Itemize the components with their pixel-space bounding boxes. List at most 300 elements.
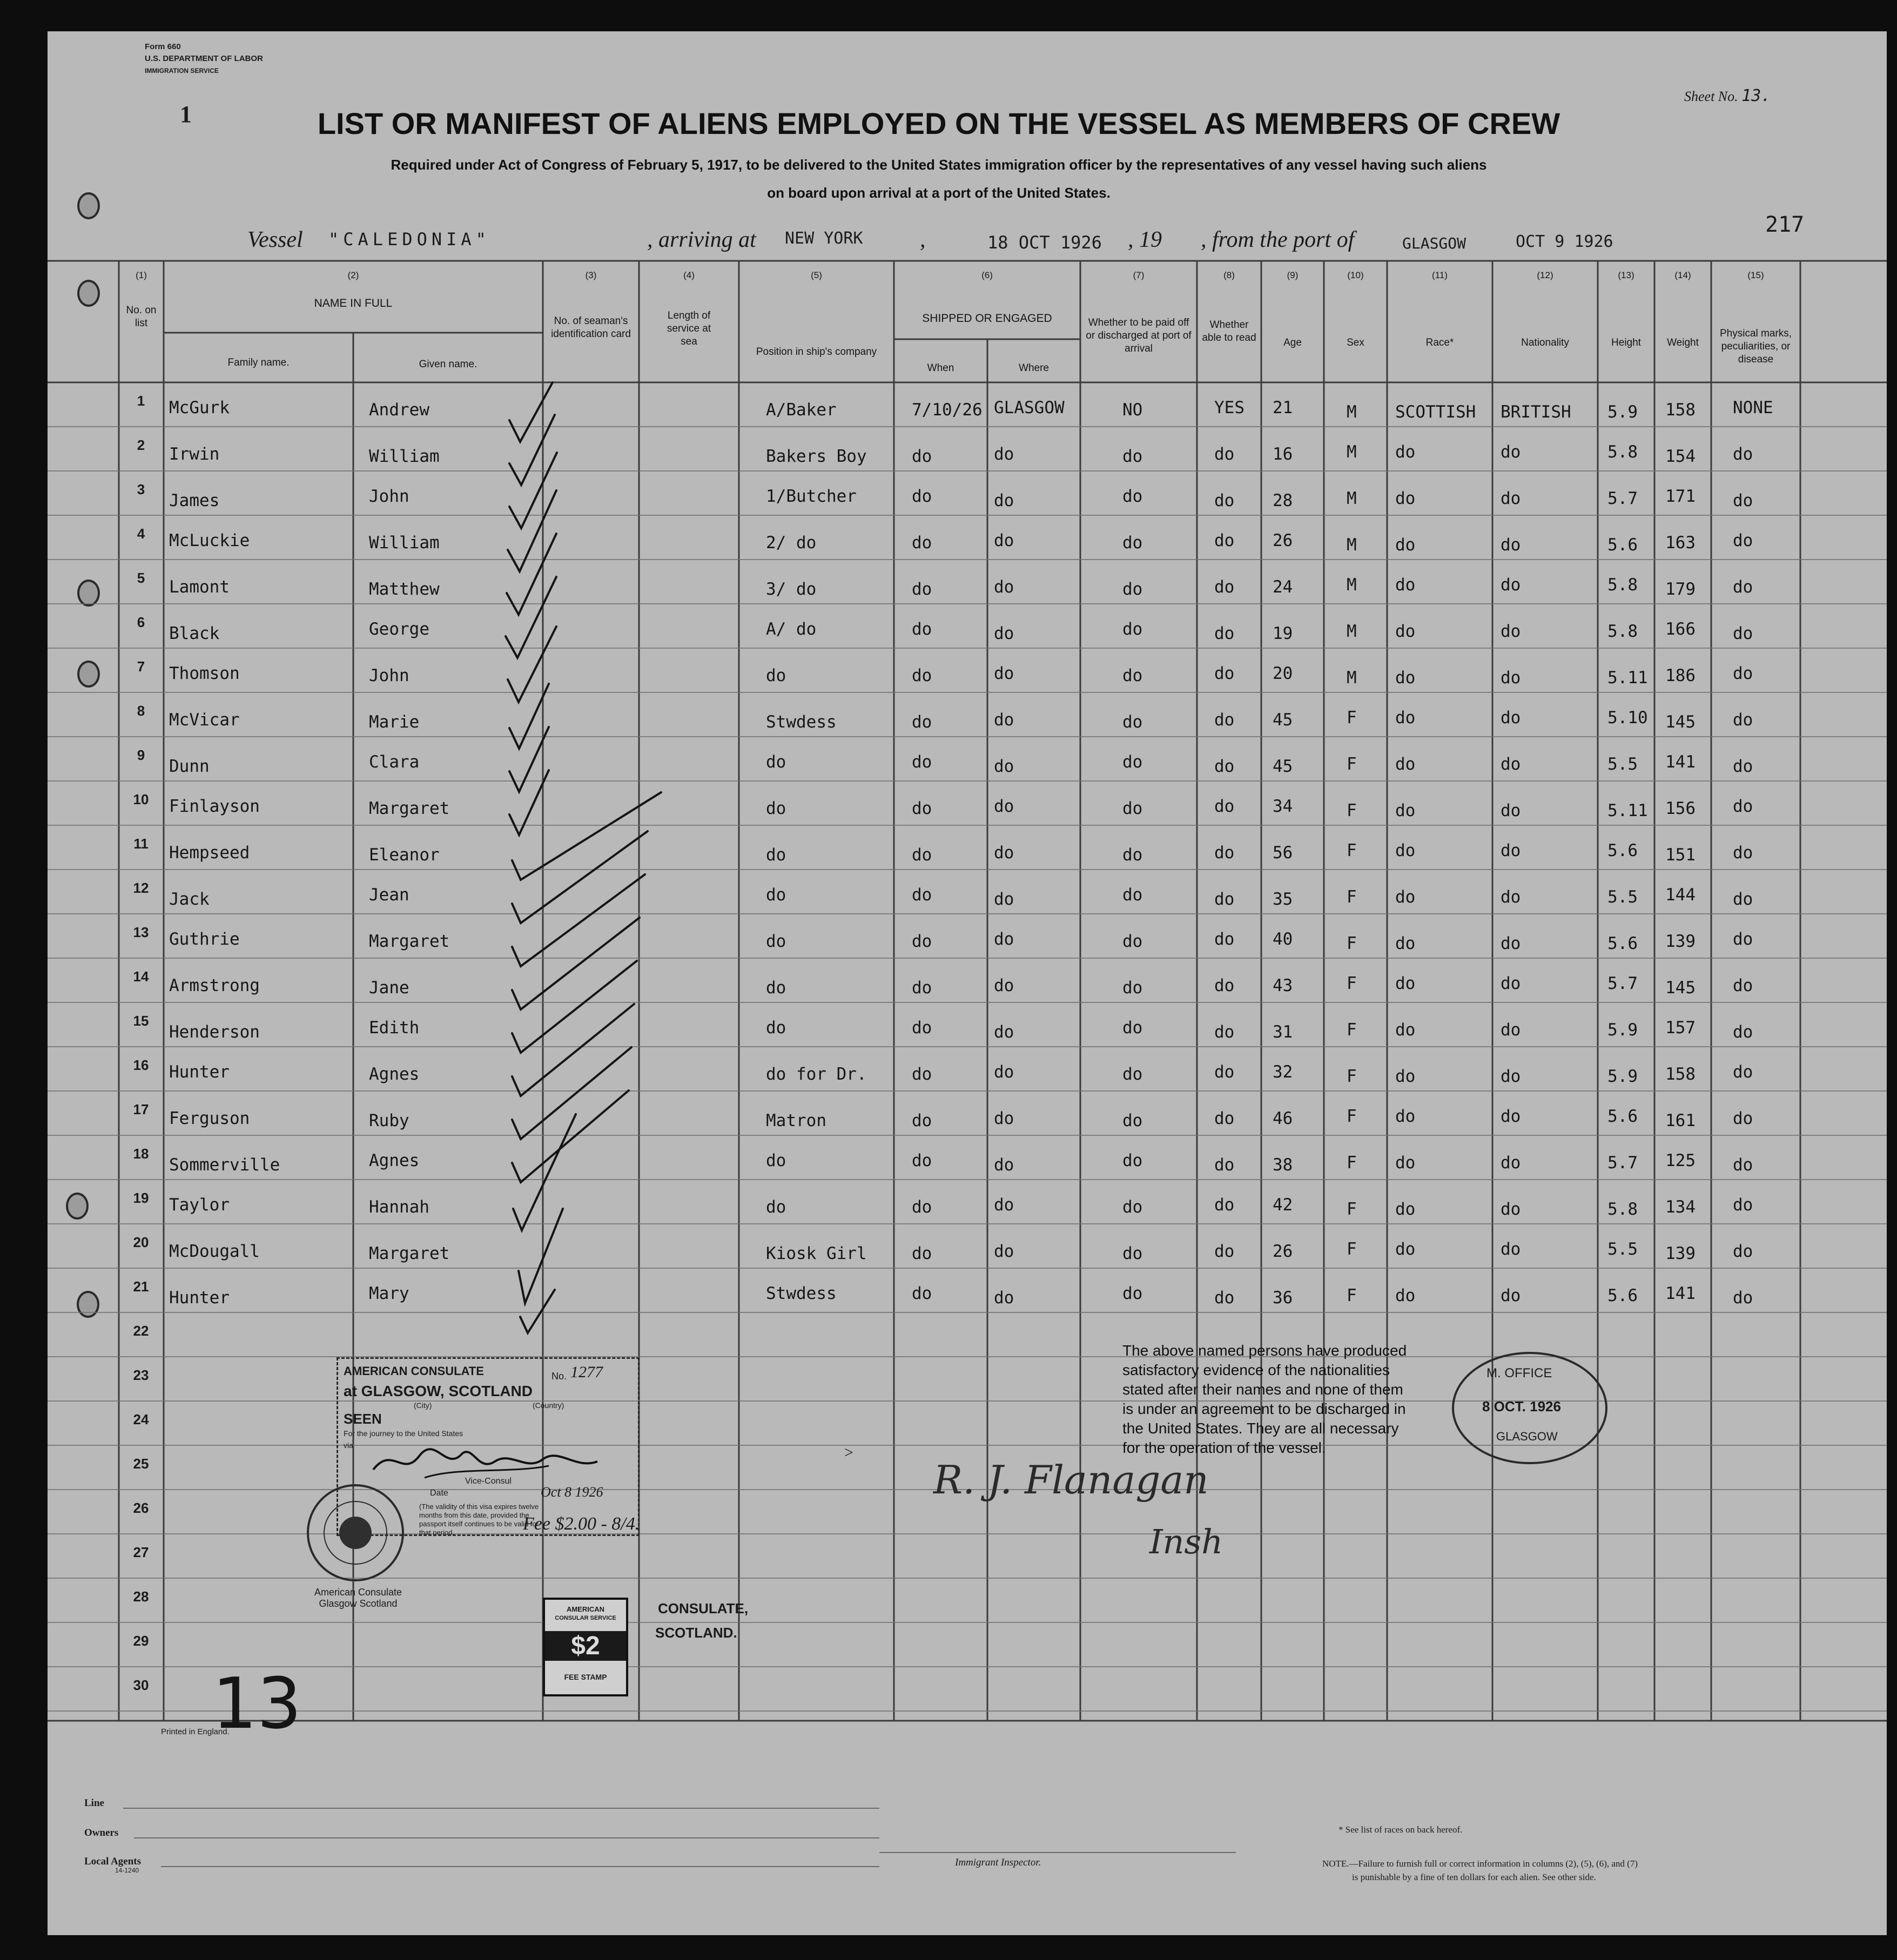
paid-off-cell: do	[1122, 799, 1143, 818]
shipped-where-cell: do	[994, 1062, 1014, 1082]
able-to-read-cell: do	[1214, 664, 1235, 683]
sex-cell: M	[1347, 575, 1357, 595]
col2-family-header: Family name.	[227, 357, 290, 368]
family-name-cell: Hempseed	[169, 843, 250, 863]
fee-stamp-line2: CONSULAR SERVICE	[555, 1615, 616, 1621]
page-mark: 217	[1765, 212, 1805, 237]
race-cell: do	[1395, 1200, 1416, 1219]
family-name-cell: McLuckie	[169, 531, 250, 550]
weight-cell: 171	[1665, 487, 1696, 506]
race-cell: do	[1395, 1286, 1416, 1305]
shipped-when-cell: do	[912, 1018, 932, 1038]
paid-off-cell: do	[1122, 845, 1143, 865]
race-cell: do	[1395, 622, 1416, 641]
shipped-when-cell: do	[912, 978, 932, 998]
sex-cell: M	[1347, 622, 1357, 641]
col12-number: (12)	[1537, 270, 1553, 280]
paid-off-cell: do	[1122, 1111, 1143, 1130]
line-label: Line	[84, 1797, 104, 1809]
nationality-cell: do	[1501, 668, 1521, 688]
given-name-cell: Jane	[369, 978, 409, 998]
col14-number: (14)	[1674, 270, 1691, 280]
age-cell: 36	[1273, 1288, 1293, 1308]
row-number-cell: 27	[133, 1544, 149, 1560]
family-name-cell: Guthrie	[169, 930, 240, 949]
age-cell: 19	[1273, 624, 1293, 643]
master-title: Insh	[1149, 1522, 1223, 1561]
able-to-read-cell: do	[1214, 797, 1235, 816]
agents-code: 14-1240	[115, 1867, 139, 1874]
col1-header: No. on list	[126, 305, 157, 329]
age-cell: 21	[1273, 398, 1293, 417]
shipped-where-cell: do	[994, 1288, 1014, 1308]
col8-header: Whether able to read	[1202, 319, 1256, 343]
paid-off-cell: do	[1122, 666, 1143, 685]
weight-cell: 125	[1665, 1151, 1696, 1170]
race-cell: do	[1395, 801, 1416, 820]
sex-cell: F	[1347, 1286, 1357, 1305]
service: IMMIGRATION SERVICE	[145, 67, 219, 75]
race-cell: do	[1395, 887, 1416, 907]
position-cell: do	[766, 1018, 786, 1038]
consulate-name: AMERICAN CONSULATE	[344, 1364, 484, 1378]
position-cell: Bakers Boy	[766, 447, 867, 466]
form-number: Form 660	[145, 42, 181, 51]
paid-off-cell: do	[1122, 619, 1143, 639]
weight-cell: 157	[1665, 1018, 1696, 1038]
physical-marks-cell: do	[1733, 843, 1753, 863]
col10-header: Sex	[1347, 337, 1364, 348]
height-cell: 5.8	[1607, 575, 1638, 595]
shipped-where-cell: do	[994, 1195, 1014, 1215]
consulate-lower-2: SCOTLAND.	[655, 1625, 737, 1641]
family-name-cell: Hunter	[169, 1062, 230, 1082]
given-name-cell: John	[369, 487, 409, 506]
col9-header: Age	[1283, 337, 1302, 348]
consulate-location: at GLASGOW, SCOTLAND	[344, 1383, 533, 1399]
position-cell: do	[766, 1151, 786, 1170]
race-cell: do	[1395, 575, 1416, 595]
race-cell: do	[1395, 668, 1416, 688]
shipped-where-cell: do	[994, 710, 1014, 730]
given-name-cell: Mary	[369, 1284, 409, 1303]
nationality-cell: do	[1501, 801, 1521, 820]
row-number-cell: 17	[133, 1101, 149, 1117]
height-cell: 5.7	[1607, 974, 1638, 993]
race-cell: do	[1395, 755, 1416, 774]
weight-cell: 141	[1665, 1284, 1696, 1303]
age-cell: 28	[1273, 491, 1293, 510]
family-name-cell: McVicar	[169, 710, 240, 730]
paid-off-cell: do	[1122, 885, 1143, 905]
height-cell: 5.7	[1607, 489, 1638, 508]
position-cell: do	[766, 799, 786, 818]
given-name-cell: Agnes	[369, 1151, 420, 1170]
arriving-port: NEW YORK	[785, 229, 863, 248]
family-name-cell: Irwin	[169, 444, 220, 464]
col5-header: Position in ship's company	[756, 346, 877, 358]
row-number-cell: 2	[137, 437, 145, 453]
date-label: Date	[430, 1488, 448, 1498]
family-name-cell: James	[169, 491, 220, 510]
race-cell: do	[1395, 442, 1416, 462]
row-number-cell: 12	[133, 880, 149, 896]
row-number-cell: 3	[137, 481, 145, 497]
able-to-read-cell: do	[1214, 976, 1235, 995]
page-title: LIST OR MANIFEST OF ALIENS EMPLOYED ON THE VESSEL AS MEMBERS OF CREW	[317, 106, 1560, 140]
race-cell: do	[1395, 489, 1416, 508]
col12-header: Nationality	[1521, 337, 1569, 348]
weight-cell: 145	[1665, 978, 1696, 998]
nationality-cell: do	[1501, 489, 1521, 508]
col5-number: (5)	[811, 270, 822, 280]
via-label: via	[344, 1441, 353, 1450]
row-number-cell: 7	[137, 658, 145, 675]
physical-marks-cell: do	[1733, 664, 1753, 683]
family-name-cell: McDougall	[169, 1242, 260, 1261]
col14-header: Weight	[1667, 337, 1699, 348]
nationality-cell: do	[1501, 1286, 1521, 1305]
physical-marks-cell: do	[1733, 797, 1753, 816]
row-number-cell: 18	[133, 1146, 149, 1162]
shipped-where-cell: do	[994, 1242, 1014, 1261]
family-name-cell: Lamont	[169, 577, 230, 597]
row-number-cell: 16	[133, 1057, 149, 1073]
row-number-cell: 28	[133, 1588, 149, 1605]
height-cell: 5.6	[1607, 1107, 1638, 1126]
sex-cell: F	[1347, 1020, 1357, 1040]
office-stamp-top: M. OFFICE	[1486, 1366, 1552, 1380]
row-number-cell: 14	[133, 968, 149, 985]
age-cell: 24	[1273, 577, 1293, 597]
physical-marks-cell: do	[1733, 1022, 1753, 1042]
height-cell: 5.10	[1607, 708, 1648, 728]
able-to-read-cell: do	[1214, 930, 1235, 949]
visa-number-label: No.	[551, 1371, 567, 1382]
vessel-label: Vessel	[247, 227, 303, 252]
position-cell: 1/Butcher	[766, 487, 857, 506]
physical-marks-cell: do	[1733, 1109, 1753, 1128]
height-cell: 5.9	[1607, 402, 1638, 422]
race-cell: SCOTTISH	[1395, 402, 1476, 422]
family-name-cell: Taylor	[169, 1195, 230, 1215]
able-to-read-cell: do	[1214, 624, 1235, 643]
given-name-cell: Agnes	[369, 1065, 420, 1084]
row-number-cell: 8	[137, 703, 145, 719]
able-to-read-cell: do	[1214, 531, 1235, 550]
nationality-cell: do	[1501, 974, 1521, 993]
shipped-when-cell: do	[912, 799, 932, 818]
position-cell: 3/ do	[766, 580, 817, 599]
shipped-when-cell: do	[912, 845, 932, 865]
given-name-cell: George	[369, 619, 429, 639]
penalty-note-2: is punishable by a fine of ten dollars for each alien. See other side.	[1352, 1872, 1596, 1882]
weight-cell: 151	[1665, 845, 1696, 865]
departure-port: GLASGOW	[1402, 234, 1467, 252]
race-cell: do	[1395, 974, 1416, 993]
age-cell: 40	[1273, 930, 1293, 949]
office-stamp-date: 8 OCT. 1926	[1482, 1398, 1561, 1415]
validity-note: (The validity of this visa expires twelve months from this date, provided the passport itself continues to be valid for that period.	[419, 1503, 539, 1537]
physical-marks-cell: do	[1733, 976, 1753, 995]
physical-marks-cell: do	[1733, 1155, 1753, 1175]
penalty-note-1: NOTE.—Failure to furnish full or correct information in columns (2), (5), (6), and (7)	[1322, 1858, 1638, 1869]
given-name-cell: Margaret	[369, 799, 450, 818]
nationality-cell: do	[1501, 1067, 1521, 1086]
departure-date-stamp: OCT 9 1926	[1516, 232, 1613, 251]
shipped-when-cell: do	[912, 752, 932, 772]
height-cell: 5.11	[1607, 801, 1648, 820]
weight-cell: 156	[1665, 799, 1696, 818]
age-cell: 20	[1273, 664, 1293, 683]
position-cell: do	[766, 932, 786, 951]
height-cell: 5.8	[1607, 622, 1638, 641]
able-to-read-cell: do	[1214, 1195, 1235, 1215]
nationality-cell: do	[1501, 1153, 1521, 1173]
height-cell: 5.5	[1607, 755, 1638, 774]
row-number-cell: 4	[137, 526, 145, 542]
visa-date: Oct 8 1926	[541, 1484, 603, 1500]
shipped-when-cell: do	[912, 1151, 932, 1170]
shipped-where-cell: GLASGOW	[994, 398, 1065, 417]
family-name-cell: Ferguson	[169, 1109, 250, 1128]
able-to-read-cell: do	[1214, 757, 1235, 776]
sex-cell: M	[1347, 535, 1357, 555]
nationality-cell: do	[1501, 841, 1521, 860]
given-name-cell: Margaret	[369, 932, 450, 951]
row-number-cell: 21	[133, 1278, 149, 1295]
shipped-where-cell: do	[994, 757, 1014, 776]
height-cell: 5.9	[1607, 1067, 1638, 1086]
given-name-cell: Andrew	[369, 400, 429, 420]
age-cell: 43	[1273, 976, 1293, 995]
col4-number: (4)	[683, 270, 695, 280]
nationality-cell: do	[1501, 1240, 1521, 1259]
shipped-where-cell: do	[994, 531, 1014, 550]
race-cell: do	[1395, 535, 1416, 555]
paid-off-cell: do	[1122, 978, 1143, 998]
nationality-cell: do	[1501, 1107, 1521, 1126]
row-number-cell: 24	[133, 1411, 149, 1427]
position-cell: Kiosk Girl	[766, 1244, 867, 1263]
vice-consul-label: Vice-Consul	[465, 1477, 512, 1486]
col13-number: (13)	[1618, 270, 1634, 280]
height-cell: 5.11	[1607, 668, 1648, 688]
weight-cell: 158	[1665, 400, 1696, 420]
race-cell: do	[1395, 1240, 1416, 1259]
footer-rules	[48, 31, 1887, 1935]
age-cell: 26	[1273, 1242, 1293, 1261]
paid-off-cell: do	[1122, 580, 1143, 599]
paid-off-cell: do	[1122, 1284, 1143, 1303]
inspector-label: Immigrant Inspector.	[955, 1857, 1041, 1868]
height-cell: 5.5	[1607, 887, 1638, 907]
family-name-cell: Finlayson	[169, 797, 260, 816]
family-name-cell: Thomson	[169, 664, 240, 683]
shipped-where-cell: do	[994, 577, 1014, 597]
shipped-when-cell: do	[912, 712, 932, 732]
shipped-where-cell: do	[994, 976, 1014, 995]
row-number-cell: 26	[133, 1500, 149, 1516]
sex-cell: M	[1347, 442, 1357, 462]
seal-text: American Consulate Glasgow Scotland	[314, 1587, 402, 1609]
fee-stamp-amount: $2	[545, 1631, 626, 1661]
age-cell: 35	[1273, 890, 1293, 909]
nationality-cell: do	[1501, 755, 1521, 774]
family-name-cell: Jack	[169, 890, 210, 909]
position-cell: A/Baker	[766, 400, 837, 420]
physical-marks-cell: do	[1733, 710, 1753, 730]
weight-cell: 139	[1665, 932, 1696, 951]
given-name-cell: Marie	[369, 712, 420, 732]
position-cell: A/ do	[766, 619, 817, 639]
shipped-when-cell: do	[912, 1197, 932, 1217]
col3-number: (3)	[585, 270, 597, 280]
able-to-read-cell: do	[1214, 1022, 1235, 1042]
height-cell: 5.6	[1607, 841, 1638, 860]
physical-marks-cell: do	[1733, 624, 1753, 643]
position-cell: do	[766, 978, 786, 998]
row-number-cell: 19	[133, 1190, 149, 1206]
shipped-where-cell: do	[994, 624, 1014, 643]
race-cell: do	[1395, 708, 1416, 728]
able-to-read-cell: YES	[1214, 398, 1245, 417]
shipped-when-cell: do	[912, 1111, 932, 1130]
race-cell: do	[1395, 841, 1416, 860]
weight-cell: 139	[1665, 1244, 1696, 1263]
able-to-read-cell: do	[1214, 444, 1235, 464]
shipped-when-cell: do	[912, 885, 932, 905]
col15-header: Physical marks, peculiarities, or disease	[1719, 328, 1792, 365]
office-stamp-bottom: GLASGOW	[1496, 1430, 1558, 1443]
shipped-where-cell: do	[994, 444, 1014, 464]
height-cell: 5.6	[1607, 535, 1638, 555]
family-name-cell: Dunn	[169, 757, 210, 776]
able-to-read-cell: do	[1214, 577, 1235, 597]
col13-header: Height	[1611, 337, 1641, 348]
nationality-cell: do	[1501, 1020, 1521, 1040]
paid-off-cell: do	[1122, 487, 1143, 506]
seen-label: SEEN	[344, 1411, 382, 1427]
from-port-label: , from the port of	[1201, 227, 1355, 252]
sex-cell: F	[1347, 1107, 1357, 1126]
physical-marks-cell: do	[1733, 1062, 1753, 1082]
col6-when-header: When	[927, 362, 954, 374]
physical-marks-cell: do	[1733, 930, 1753, 949]
physical-marks-cell: do	[1733, 577, 1753, 597]
row-number-cell: 1	[137, 393, 145, 409]
agents-label: Local Agents	[84, 1856, 142, 1867]
sheet-number: Sheet No. 13.	[1684, 86, 1771, 105]
family-name-cell: Armstrong	[169, 976, 260, 995]
given-name-cell: Matthew	[369, 580, 440, 599]
comma: ,	[920, 227, 926, 252]
paid-off-cell: do	[1122, 1244, 1143, 1263]
physical-marks-cell: do	[1733, 444, 1753, 464]
able-to-read-cell: do	[1214, 890, 1235, 909]
age-cell: 32	[1273, 1062, 1293, 1082]
given-name-cell: Margaret	[369, 1244, 450, 1263]
row-number-cell: 6	[137, 614, 145, 630]
left-mark: 1	[180, 101, 192, 127]
nationality-cell: BRITISH	[1501, 402, 1571, 422]
physical-marks-cell: do	[1733, 1288, 1753, 1308]
country-label: (Country)	[533, 1401, 564, 1410]
nationality-cell: do	[1501, 442, 1521, 462]
nationality-cell: do	[1501, 622, 1521, 641]
col7-header: Whether to be paid off or discharged at port of arrival	[1086, 317, 1192, 354]
row-number-cell: 30	[133, 1677, 149, 1693]
col6-number: (6)	[981, 270, 993, 280]
given-name-cell: Clara	[369, 752, 420, 772]
sex-cell: F	[1347, 1200, 1357, 1219]
nationality-cell: do	[1501, 575, 1521, 595]
weight-cell: 154	[1665, 447, 1696, 466]
physical-marks-cell: do	[1733, 1195, 1753, 1215]
city-label: (City)	[414, 1401, 432, 1410]
manifest-sheet	[48, 31, 1887, 1935]
shipped-where-cell: do	[994, 797, 1014, 816]
race-cell: do	[1395, 1067, 1416, 1086]
sex-cell: F	[1347, 887, 1357, 907]
shipped-when-cell: do	[912, 932, 932, 951]
sex-cell: F	[1347, 708, 1357, 728]
col7-number: (7)	[1133, 270, 1145, 280]
height-cell: 5.8	[1607, 1200, 1638, 1219]
weight-cell: 179	[1665, 580, 1696, 599]
paid-off-cell: do	[1122, 447, 1143, 466]
position-cell: Matron	[766, 1111, 826, 1130]
physical-marks-cell: do	[1733, 757, 1753, 776]
col2-number: (2)	[347, 270, 359, 280]
shipped-where-cell: do	[994, 890, 1014, 909]
shipped-when-cell: do	[912, 533, 932, 553]
row-number-cell: 5	[137, 570, 145, 586]
col2-header: NAME IN FULL	[314, 297, 393, 309]
able-to-read-cell: do	[1214, 491, 1235, 510]
given-name-cell: Edith	[369, 1018, 420, 1038]
race-cell: do	[1395, 934, 1416, 953]
given-name-cell: John	[369, 666, 409, 685]
physical-marks-cell: do	[1733, 531, 1753, 550]
age-cell: 46	[1273, 1109, 1293, 1128]
owners-label: Owners	[84, 1827, 119, 1838]
nationality-cell: do	[1501, 934, 1521, 953]
able-to-read-cell: do	[1214, 710, 1235, 730]
height-cell: 5.9	[1607, 1020, 1638, 1040]
row-number-cell: 13	[133, 924, 149, 940]
col10-number: (10)	[1347, 270, 1364, 280]
paid-off-cell: NO	[1122, 400, 1143, 420]
races-note: * See list of races on back hereof.	[1338, 1824, 1463, 1835]
height-cell: 5.7	[1607, 1153, 1638, 1173]
height-cell: 5.6	[1607, 934, 1638, 953]
able-to-read-cell: do	[1214, 1155, 1235, 1175]
position-cell: do for Dr.	[766, 1065, 867, 1084]
row-number-cell: 9	[137, 747, 145, 763]
paid-off-cell: do	[1122, 932, 1143, 951]
sex-cell: F	[1347, 934, 1357, 953]
physical-marks-cell: do	[1733, 1242, 1753, 1261]
row-number-cell: 29	[133, 1633, 149, 1649]
height-cell: 5.6	[1607, 1286, 1638, 1305]
row-number-cell: 15	[133, 1013, 149, 1029]
given-name-cell: William	[369, 533, 440, 553]
family-name-cell: Sommerville	[169, 1155, 280, 1175]
col2-given-header: Given name.	[419, 359, 477, 370]
weight-cell: 158	[1665, 1065, 1696, 1084]
year-label: , 19	[1128, 227, 1162, 252]
